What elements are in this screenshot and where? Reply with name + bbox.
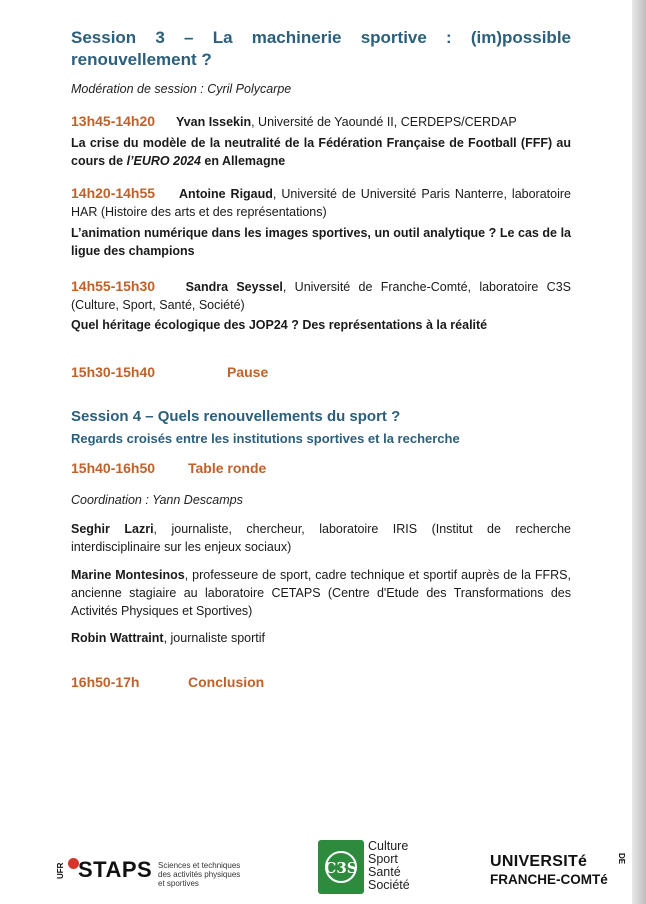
session3-title	[71, 27, 571, 71]
session4-coordination: Coordination : Yann Descamps	[71, 493, 243, 507]
session3-moderation: Modération de session : Cyril Polycarpe	[71, 82, 292, 96]
participant-2-name: Marine Montesinos	[71, 568, 185, 582]
talk-1-affiliation: , Université de Yaoundé II, CERDEPS/CERDAP	[251, 115, 517, 129]
table-ronde-row	[71, 460, 267, 476]
talk-1-speaker: Yvan Issekin	[176, 115, 252, 129]
conclusion-label: Conclusion	[188, 674, 265, 690]
talk-1-title-part2: en Allemagne	[200, 154, 286, 168]
session3-title-line1: Session 3 – La machinerie sportive : (im)possible	[71, 28, 571, 47]
participant-3-desc: , journaliste sportif	[163, 631, 266, 645]
talk-1-time: 13h45-14h20	[71, 113, 156, 129]
c3s-emblem-text: C3S	[324, 859, 358, 877]
ufr-label: UFR	[56, 862, 65, 879]
talk-3-time: 14h55-15h30	[71, 278, 156, 294]
session3-title-line2: renouvellement ?	[71, 50, 212, 69]
talk-1-title-italic: l’EURO 2024	[126, 154, 201, 168]
pause-label: Pause	[227, 364, 269, 380]
participant-3-name: Robin Wattraint	[71, 631, 164, 645]
conclusion-row	[71, 674, 265, 690]
talk-2-title: L’animation numérique dans les images sportives, un outil analytique ? Le cas de la ligue des champions	[71, 226, 571, 258]
participant-2-desc: , professeure de sport, cadre technique et sportif auprès de la FFRS, ancienne stagiaire au laboratoire CETAPS (Centre d'Etude des Transformations des Activités Physiques et Sportives)	[71, 568, 571, 618]
talk-1-title	[71, 134, 571, 170]
talk-2-affiliation: , Université de Université Paris Nanterre, laboratoire HAR (Histoire des arts et des représentations)	[71, 187, 571, 219]
talk-3-speaker: Sandra Seyssel	[185, 280, 283, 294]
participant-2	[71, 566, 571, 620]
talk-2	[71, 184, 571, 260]
ufc-line1: UNIVERSITé	[490, 853, 588, 870]
c3s-logo	[318, 840, 428, 896]
c3s-line-sport: Sport	[368, 852, 398, 866]
table-ronde-label: Table ronde	[188, 460, 267, 476]
c3s-line-societe: Société	[368, 878, 410, 892]
participant-3	[71, 629, 571, 647]
talk-1	[71, 112, 571, 170]
ufc-de: DE	[617, 853, 626, 865]
talk-3	[71, 277, 571, 334]
table-ronde-time: 15h40-16h50	[71, 460, 156, 476]
c3s-emblem-icon	[318, 840, 364, 894]
talk-3-title: Quel héritage écologique des JOP24 ? Des représentations à la réalité	[71, 318, 488, 332]
staps-wordmark: STAPS	[78, 857, 153, 882]
c3s-green-block-icon	[318, 840, 364, 894]
page-edge-shadow	[632, 0, 646, 904]
conclusion-time: 16h50-17h	[71, 674, 140, 690]
c3s-line-sante: Santé	[368, 865, 401, 879]
c3s-wordmark	[368, 840, 410, 892]
talk-2-time: 14h20-14h55	[71, 185, 156, 201]
participant-1	[71, 520, 571, 556]
staps-description: Sciences et techniques des activités physiques et sportives	[158, 861, 241, 888]
pause-row	[71, 364, 269, 380]
talk-2-speaker: Antoine Rigaud	[179, 187, 273, 201]
talk-1-title-part1: La crise du modèle de la neutralité de la Fédération Française de Football (FFF) au cours de	[71, 136, 571, 168]
ufc-logo	[490, 853, 630, 893]
pause-time: 15h30-15h40	[71, 364, 156, 380]
ufc-line2: FRANCHE-COMTé	[490, 872, 608, 887]
c3s-line-culture: Culture	[368, 839, 409, 853]
participant-1-name: Seghir Lazri	[71, 522, 154, 536]
session4-title: Session 4 – Quels renouvellements du sport ?	[71, 408, 401, 425]
participant-1-desc: , journaliste, chercheur, laboratoire IRIS (Institut de recherche interdisciplinaire sur les enjeux sociaux)	[71, 522, 571, 554]
session4-subtitle: Regards croisés entre les institutions sportives et la recherche	[71, 431, 460, 446]
ufr-staps-logo	[56, 853, 246, 889]
talk-3-affiliation: , Université de Franche-Comté, laboratoire C3S (Culture, Sport, Santé, Société)	[71, 280, 571, 312]
